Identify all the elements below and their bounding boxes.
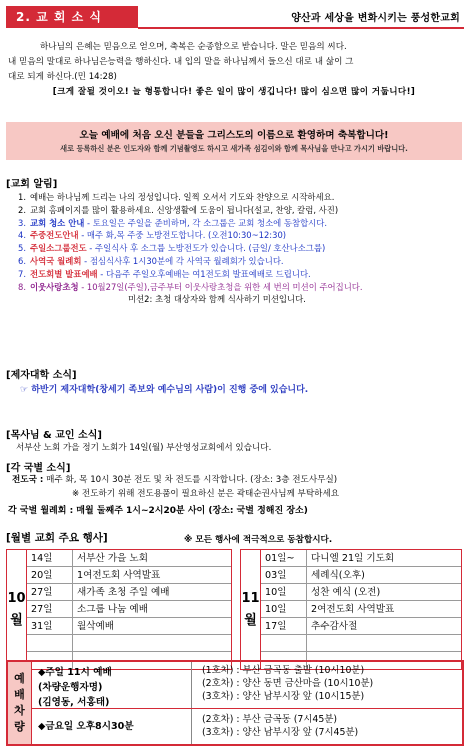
notice-item (14, 191, 462, 204)
driver-heading: (차량운행자명) (38, 682, 103, 693)
outreach-line: 매주 화, 목 10시 30분 전도 및 차 전도를 시작합니다. (장소: 3층 전도사무실) (46, 475, 338, 485)
section-title: 2. 교 회 소 식 (6, 6, 138, 28)
schedule-date: 10일 (261, 584, 307, 600)
car-label-char: 량 (14, 720, 25, 733)
schedule-event: 2여전도회 사역발표 (311, 604, 395, 615)
schedule-date: 03일 (261, 567, 307, 583)
schedule-date: 31일 (27, 618, 73, 634)
schedule-row (261, 584, 461, 601)
november-schedule (240, 549, 462, 670)
schedule-date: 01일~ (261, 550, 307, 566)
notice-text: - 다음주 주일오후예배는 여1전도회 발표예배로 드립니다. (97, 268, 311, 279)
notice-number: 3. (18, 217, 26, 228)
schedule-event (73, 635, 231, 651)
notices-title: [교회 알림] (6, 179, 58, 190)
notice-item (14, 229, 462, 242)
schedule-title: [월별 교회 주요 행사] (6, 532, 108, 544)
month-number: 10 (7, 590, 26, 606)
sunday-service-time: ◆주일 11시 예배 (38, 667, 112, 678)
header-rule (138, 27, 464, 29)
notice-number: 2. (18, 204, 26, 215)
schedule-date: 17일 (261, 618, 307, 634)
notice-number: 7. (18, 268, 26, 279)
outreach-line: ※ 전도하기 위해 전도용품이 필요하신 분은 곽태순권사님께 부탁하세요 (72, 488, 340, 499)
notice-text: - 주일식사 후 소그룹 노방전도가 있습니다. (금일/ 호산나소그룹) (86, 243, 326, 254)
schedule-event: 세례식(오후) (311, 570, 365, 581)
schedule-event: 성찬 예식 (오전) (311, 587, 381, 598)
schedule-event: 서부산 가을 노회 (77, 553, 148, 564)
notice-number: 1. (18, 192, 26, 202)
month-unit: 월 (244, 612, 257, 628)
schedule-row (27, 550, 231, 567)
schedule-row (27, 618, 231, 635)
worship-car-table (6, 660, 464, 746)
outreach-label: 전도국 : (12, 475, 44, 485)
schedule-row (27, 567, 231, 584)
car-route: (2호차) : 양산 동면 금산마을 (10시10분) (202, 678, 374, 689)
schedule-event: 월삭예배 (77, 621, 115, 632)
schedule-event: 다니엘 21일 기도회 (311, 553, 395, 564)
sunday-car-block (32, 662, 462, 709)
notice-text: - 10월27일(주일),금주부터 이웃사랑초청을 위한 세 번의 미션이 주어집니다. (78, 281, 363, 292)
car-table-label (8, 662, 32, 744)
church-slogan: 양산과 세상을 변화시키는 풍성한교회 (291, 13, 460, 24)
outreach-news (12, 474, 464, 501)
car-label-char: 차 (14, 704, 25, 717)
schedule-date: 14일 (27, 550, 73, 566)
schedule-event: 새가족 초청 주일 예배 (77, 587, 170, 598)
schedule-date (261, 635, 307, 651)
schedule-date: 20일 (27, 567, 73, 583)
car-route: (3호차) : 양산 남부시장 앞 (10시15분) (202, 691, 365, 702)
notice-item (14, 255, 462, 268)
schedule-date: 27일 (27, 601, 73, 617)
notice-number: 8. (18, 281, 26, 292)
welcome-box (6, 122, 462, 160)
schedule-event (307, 635, 461, 651)
month-label (241, 550, 261, 669)
schedule-row (27, 601, 231, 618)
intro-line: 내 믿음의 말대로 하나님은능력을 행하신다. 내 입의 말을 하나님께서 들으신 대로 내 삶이 그 (8, 57, 354, 67)
notice-number: 4. (18, 230, 26, 241)
month-number: 11 (241, 590, 260, 606)
car-route: (1호차) : 부산 금곡동 출발 (10시10분) (202, 665, 365, 676)
seminary-text: ☞ 하반기 제자대학(창세기 족보와 예수님의 사람)이 진행 중에 있습니다. (20, 385, 309, 395)
pastor-news-text: 서부산 노회 가을 정기 노회가 14일(월) 부산영성교회에서 있습니다. (16, 443, 272, 453)
schedule-note: ※ 모든 행사에 적극적으로 동참합시다. (184, 535, 333, 545)
notice-highlight: 교회 청소 안내 (30, 217, 85, 228)
month-unit: 월 (10, 612, 23, 628)
notice-highlight: 주중전도안내 (30, 230, 79, 241)
welcome-subtext: 새로 등록하신 분은 인도자와 함께 기념촬영도 하시고 새가족 섬김이와 함께 목사님을 만나고 가시기 바랍니다. (60, 144, 408, 153)
notice-highlight: 이웃사랑초청 (30, 281, 79, 292)
notice-text: - 점심식사후 1시30분에 각 사역국 월례회가 있습니다. (81, 255, 284, 266)
pastor-news-title: [목사님 & 교인 소식] (6, 430, 102, 441)
department-news-title: [각 국별 소식] (6, 463, 71, 474)
intro-line: 대로 되게 하신다.(민 14:28) (8, 72, 117, 82)
notice-highlight: 전도회별 발표예배 (30, 268, 98, 279)
intro-paragraph (8, 40, 460, 100)
month-label (7, 550, 27, 669)
notice-text: - 매주 화,목 주중 노방전도합니다. (오전10:30~12:30) (78, 230, 287, 241)
schedule-date: 10일 (261, 601, 307, 617)
notices-list (14, 191, 462, 306)
schedule-event: 1여전도회 사역발표 (77, 570, 161, 581)
schedule-row (261, 567, 461, 584)
notice-text: 예배는 하나님께 드리는 나의 정성입니다. 일찍 오셔서 기도와 찬양으로 시작하세요. (30, 192, 335, 202)
schedule-date: 27일 (27, 584, 73, 600)
schedule-event: 소그룹 나눔 예배 (77, 604, 148, 615)
notice-number: 5. (18, 243, 26, 254)
notice-text: 교회 홈페이지를 많이 활용하세요. 신앙생활에 도움이 됩니다(설교, 찬양, 칼럼, 사진) (30, 204, 339, 215)
schedule-row (261, 635, 461, 652)
friday-car-block (32, 709, 462, 744)
october-schedule (6, 549, 232, 670)
notice-subline: 미션2: 초청 대상자와 함께 식사하기 미션입니다. (128, 294, 306, 305)
schedule-row (261, 550, 461, 567)
notice-text: - 토요일은 주일을 준비하며, 각 소그룹은 교회 청소에 동참합시다. (84, 217, 328, 228)
intro-declaration: [크게 잘될 것이오! 늘 형통합니다! 좋은 일이 많이 생깁니다! 많이 심으면 많이 거둡니다!] (52, 87, 416, 97)
schedule-row (261, 618, 461, 635)
schedule-row (27, 584, 231, 601)
notice-item (14, 281, 462, 294)
friday-service-time: ◆금요일 오후8시30분 (38, 721, 134, 732)
schedule-row (261, 601, 461, 618)
welcome-headline: 오늘 예배에 처음 오신 분들을 그리스도의 이름으로 환영하며 축복합니다! (79, 130, 389, 141)
schedule-date (27, 635, 73, 651)
car-label-char: 배 (14, 688, 25, 701)
notice-item (14, 204, 462, 217)
notice-item (14, 242, 462, 255)
monthly-meeting: 각 국별 월례회 : 매월 둘째주 1시~2시20분 사이 (장소: 국별 정해진 장소) (8, 506, 308, 516)
notice-highlight: 사역국 월례회 (30, 255, 82, 266)
notice-item (14, 217, 462, 230)
schedule-event: 추수감사절 (311, 621, 358, 632)
car-label-char: 예 (14, 672, 25, 685)
car-route: (3호차) : 양산 남부시장 앞 (7시45분) (202, 727, 359, 738)
notice-number: 6. (18, 255, 26, 266)
notice-highlight: 주일소그룹전도 (30, 243, 87, 254)
car-route: (2호차) : 부산 금곡동 (7시45분) (202, 714, 338, 725)
seminary-title: [제자대학 소식] (6, 370, 77, 381)
intro-line: 하나님의 은혜는 믿음으로 얻으며, 축복은 순종함으로 받습니다. 말은 믿음의 씨다. (40, 42, 347, 52)
schedule-row (27, 635, 231, 652)
driver-names: (김영동, 서홍태) (38, 697, 110, 708)
notice-item (14, 268, 462, 281)
